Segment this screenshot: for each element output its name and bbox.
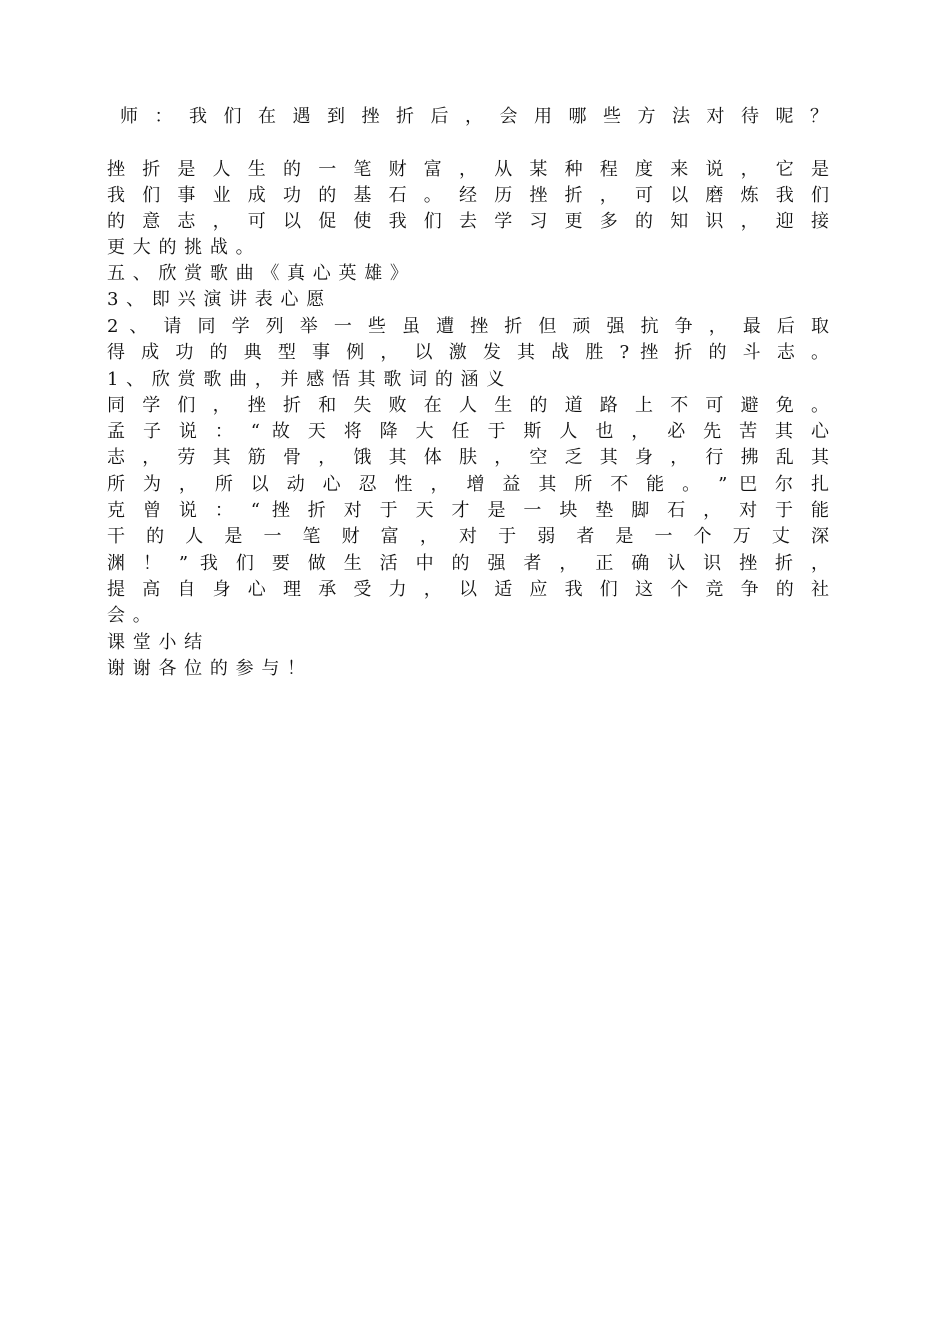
text-line-3: 的 意 志 ， 可 以 促 使 我 们 去 学 习 更 多 的 知 识 ， 迎 接 — [107, 211, 829, 232]
text-line-5: 同 学 们 ， 挫 折 和 失 败 在 人 生 的 道 路 上 不 可 避 免 。 — [107, 395, 829, 416]
closing-line: 谢 谢 各 位 的 参 与 ！ — [107, 658, 307, 679]
text-line-2: 我 们 事 业 成 功 的 基 石 。 经 历 挫 折 ， 可 以 磨 炼 我 们 — [107, 185, 829, 206]
text-line-11: 渊 ！ ” 我 们 要 做 生 活 中 的 强 者 ， 正 确 认 识 挫 折 ， — [107, 553, 829, 574]
text-line-6: 孟 子 说 ： “ 故 天 将 降 大 任 于 斯 人 也 ， 必 先 苦 其 心 — [107, 421, 829, 442]
text-line-7: 志 ， 劳 其 筋 骨 ， 饿 其 体 肤 ， 空 乏 其 身 ， 行 拂 乱 其 — [107, 447, 829, 468]
list-item-3: 3 、 即 兴 演 讲 表 心 愿 — [107, 289, 326, 310]
text-line-teacher-question: 师 ： 我 们 在 遇 到 挫 折 后 ， 会 用 哪 些 方 法 对 待 呢 ？ — [120, 106, 828, 127]
text-line-13: 会 。 — [107, 605, 152, 626]
text-line-9: 克 曾 说 ： “ 挫 折 对 于 天 才 是 一 块 垫 脚 石 ， 对 于 能 — [107, 500, 829, 521]
section-heading-summary: 课 堂 小 结 — [107, 632, 204, 653]
list-item-2-line-2: 得 成 功 的 典 型 事 例 ， 以 激 发 其 战 胜 ? 挫 折 的 斗 志 。 — [107, 342, 829, 363]
section-heading-five: 五 、 欣 赏 歌 曲 《 真 心 英 雄 》 — [107, 263, 409, 284]
text-line-10: 干 的 人 是 一 笔 财 富 ， 对 于 弱 者 是 一 个 万 丈 深 — [107, 526, 829, 547]
text-line-4: 更 大 的 挑 战 。 — [107, 237, 255, 258]
list-item-1: 1 、 欣 赏 歌 曲 ， 并 感 悟 其 歌 词 的 涵 义 — [107, 369, 506, 390]
list-item-2-line-1: 2 、 请 同 学 列 举 一 些 虽 遭 挫 折 但 顽 强 抗 争 ， 最 后 取 — [107, 316, 829, 337]
text-line-12: 提 高 自 身 心 理 承 受 力 ， 以 适 应 我 们 这 个 竞 争 的 社 — [107, 579, 829, 600]
text-line-1: 挫 折 是 人 生 的 一 笔 财 富 ， 从 某 种 程 度 来 说 ， 它 是 — [107, 159, 829, 180]
text-line-8: 所 为 ， 所 以 动 心 忍 性 ， 增 益 其 所 不 能 。 ” 巴 尔 扎 — [107, 474, 829, 495]
